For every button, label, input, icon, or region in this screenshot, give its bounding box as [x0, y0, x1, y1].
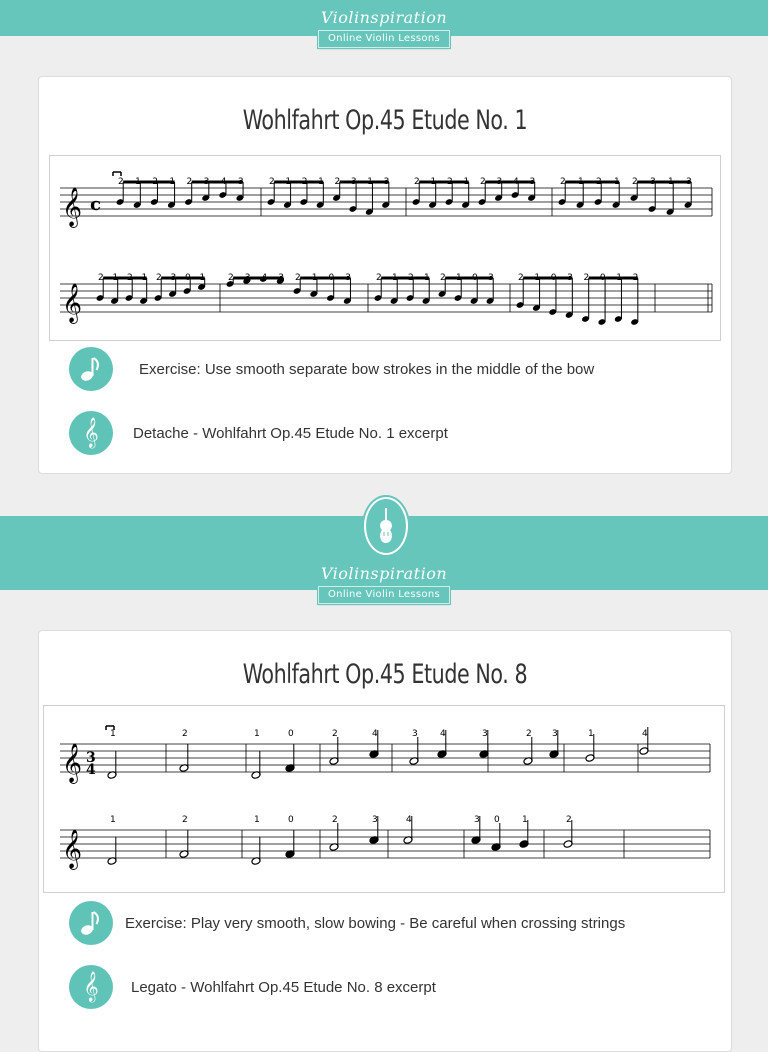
time-signature: c [90, 194, 101, 215]
brand-tagline: Online Violin Lessons [318, 30, 450, 48]
fingering-number: 2 [334, 177, 341, 187]
etude-1-card [38, 76, 732, 474]
time-signature-top: 3 [86, 750, 96, 766]
fingering-number: 2 [295, 273, 301, 283]
fingering-number: 3 [244, 273, 251, 283]
fingering-number: 1 [614, 177, 620, 187]
fingering-number: 2 [269, 177, 275, 187]
fingering-number: 4 [440, 729, 446, 739]
fingering-number: 3 [496, 177, 503, 187]
fingering-number: 0 [599, 273, 606, 283]
etude-8-card [38, 630, 732, 1052]
fingering-number: 3 [203, 177, 210, 187]
fingering-number: 4 [220, 177, 227, 187]
fingering-number: 2 [560, 177, 566, 187]
fingering-number: 1 [112, 273, 119, 283]
etude-1-title: Wohlfahrt Op.45 Etude No. 1 [242, 105, 528, 136]
fingering-number: 3 [686, 177, 692, 187]
fingering-number: 2 [632, 177, 638, 187]
exercise-row [69, 347, 594, 391]
fingering-number: 2 [98, 273, 104, 283]
fingering-number: 1 [463, 177, 470, 187]
fingering-number: 1 [578, 177, 584, 187]
brand-name: Violinspiration [320, 8, 448, 27]
music-note-icon [69, 347, 113, 391]
fingering-number: 2 [332, 729, 338, 739]
fingering-number: 0 [288, 815, 294, 825]
fingering-number: 1 [456, 273, 462, 283]
time-signature-bottom: 4 [86, 762, 96, 778]
treble-clef-icon: 𝄞 [69, 965, 113, 1009]
caption-row [69, 965, 436, 1009]
fingering-number: 1 [588, 729, 594, 739]
treble-clef-icon: 𝄞 [62, 283, 83, 323]
fingering-number: 0 [288, 729, 294, 739]
fingering-number: 2 [152, 177, 158, 187]
fingering-number: 1 [110, 729, 116, 739]
etude-8-title: Wohlfahrt Op.45 Etude No. 8 [242, 659, 528, 690]
exercise-row [69, 901, 625, 945]
fingering-number: 2 [447, 177, 453, 187]
fingering-number: 3 [567, 273, 573, 283]
fingering-number: 2 [583, 273, 590, 283]
fingering-number: 2 [632, 273, 639, 283]
fingering-number: 3 [345, 273, 351, 283]
fingering-number: 1 [141, 273, 148, 283]
treble-clef-icon: 𝄞 [62, 743, 83, 783]
fingering-number: 2 [228, 273, 234, 283]
fingering-number: 3 [278, 273, 284, 283]
fingering-number: 0 [185, 273, 191, 283]
fingering-number: 2 [127, 273, 133, 283]
fingering-number: 1 [169, 177, 176, 187]
fingering-number: 2 [301, 177, 308, 187]
fingering-number: 2 [332, 815, 338, 825]
fingering-number: 2 [526, 729, 532, 739]
fingering-number: 2 [182, 729, 188, 739]
fingering-number: 2 [376, 273, 382, 283]
treble-clef-icon: 𝄞 [62, 829, 83, 869]
caption-text: Detache - Wohlfahrt Op.45 Etude No. 1 excerpt [133, 424, 448, 442]
fingering-number: 1 [424, 273, 430, 283]
caption-row [69, 411, 448, 455]
fingering-number: 1 [311, 273, 318, 283]
down-bow-mark [113, 172, 121, 176]
fingering-number: 1 [318, 177, 324, 187]
fingering-number: 1 [199, 273, 206, 283]
treble-clef-icon: 𝄞 [69, 411, 113, 455]
fingering-number: 2 [156, 273, 162, 283]
brand-name: Violinspiration [320, 564, 448, 583]
fingering-number: 3 [383, 177, 390, 187]
exercise-text: Exercise: Play very smooth, slow bowing - Be careful when crossing strings [125, 914, 626, 932]
fingering-number: 3 [482, 729, 488, 739]
fingering-number: 1 [668, 177, 674, 187]
fingering-number: 3 [488, 273, 494, 283]
fingering-number: 4 [642, 729, 648, 739]
fingering-number: 3 [474, 815, 480, 825]
fingering-number: 3 [412, 729, 418, 739]
fingering-number: 1 [285, 177, 292, 187]
fingering-number: 2 [596, 177, 602, 187]
fingering-number: 2 [440, 273, 446, 283]
fingering-number: 0 [494, 815, 500, 825]
fingering-number: 1 [254, 729, 260, 739]
etude-8-sheet-music [44, 706, 724, 892]
treble-clef-icon: 𝄞 [62, 187, 83, 227]
fingering-number: 4 [261, 273, 268, 283]
fingering-number: 2 [408, 273, 414, 283]
fingering-number: 3 [529, 177, 536, 187]
fingering-number: 2 [186, 177, 193, 187]
fingering-number: 3 [237, 177, 244, 187]
fingering-number: 0 [328, 273, 335, 283]
fingering-number: 1 [616, 273, 622, 283]
fingering-number: 1 [135, 177, 141, 187]
fingering-number: 1 [430, 177, 437, 187]
brand-tagline: Online Violin Lessons [318, 586, 450, 604]
fingering-number: 1 [110, 815, 116, 825]
fingering-number: 2 [518, 273, 524, 283]
fingering-number: 2 [566, 815, 572, 825]
music-note-icon [69, 901, 113, 945]
fingering-number: 2 [118, 177, 124, 187]
etude-1-score [49, 155, 721, 341]
fingering-number: 4 [513, 177, 519, 187]
fingering-number: 3 [350, 177, 357, 187]
brand-logo-top[interactable] [0, 8, 768, 48]
fingering-number: 0 [472, 273, 478, 283]
fingering-number: 3 [372, 815, 378, 825]
fingering-number: 1 [522, 815, 528, 825]
fingering-number: 4 [406, 815, 412, 825]
fingering-number: 3 [170, 273, 177, 283]
fingering-number: 4 [372, 729, 378, 739]
violin-icon [364, 497, 408, 555]
fingering-number: 2 [182, 815, 188, 825]
fingering-number: 3 [650, 177, 656, 187]
fingering-number: 2 [480, 177, 486, 187]
fingering-number: 1 [534, 273, 541, 283]
fingering-number: 0 [550, 273, 557, 283]
fingering-number: 1 [254, 815, 260, 825]
etude-1-sheet-music [50, 156, 720, 340]
fingering-number: 1 [392, 273, 398, 283]
caption-text: Legato - Wohlfahrt Op.45 Etude No. 8 excerpt [131, 978, 436, 996]
fingering-number: 2 [414, 177, 420, 187]
brand-logo-middle[interactable] [0, 564, 768, 604]
fingering-number: 1 [367, 177, 373, 187]
fingering-number: 3 [552, 729, 558, 739]
exercise-text: Exercise: Use smooth separate bow strokes in the middle of the bow [139, 360, 595, 378]
etude-8-score [43, 705, 725, 893]
